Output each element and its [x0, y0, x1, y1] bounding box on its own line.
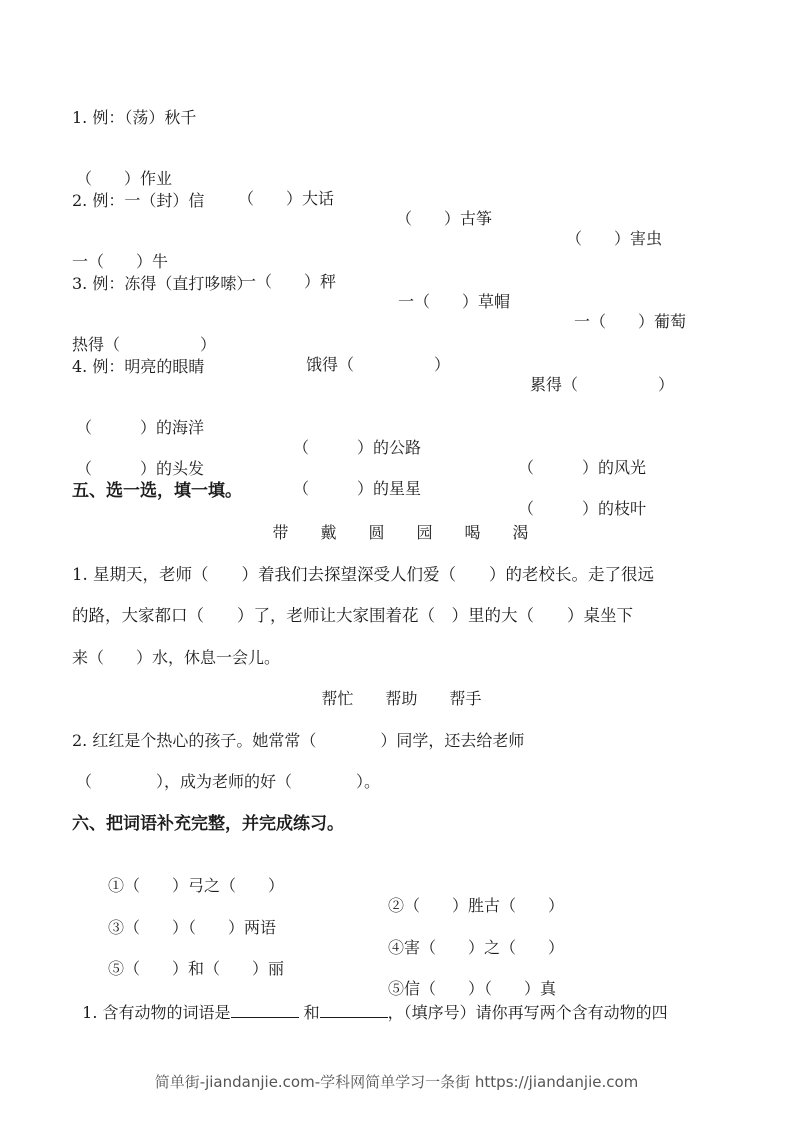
section5-q1-line1: 1. 星期天，老师（ ）着我们去探望深受人们爱（ ）的老校长。走了很远: [72, 565, 654, 584]
idiom-5[interactable]: ⑤（ ）和（ ）丽: [108, 959, 285, 978]
answer-blank-2[interactable]: [320, 1001, 388, 1018]
q3-item-2[interactable]: 饿得（ ）: [306, 355, 451, 374]
q2-example: 2. 例：一（封）信: [72, 191, 205, 210]
q1-item-4[interactable]: （ ）害虫: [566, 229, 663, 248]
q1-item-3[interactable]: （ ）古筝: [396, 209, 493, 228]
q4-item-1[interactable]: （ ）的海洋: [76, 418, 205, 437]
q1-item-1[interactable]: （ ）作业: [76, 169, 173, 188]
section5-q1-line3: 来（ ）水，休息一会儿。: [72, 648, 281, 667]
section6-q1-mid: 和: [298, 1003, 320, 1022]
idiom-3[interactable]: ③（ ）（ ）两语: [108, 918, 277, 937]
q4-item-2[interactable]: （ ）的公路: [293, 438, 422, 457]
section6-q1-suffix: ，（填序号）请你再写两个含有动物的四: [387, 1003, 668, 1022]
answer-blank-1[interactable]: [231, 1001, 299, 1018]
q4-item-6[interactable]: （ ）的枝叶: [518, 499, 647, 518]
section5-q2-line2: （ ），成为老师的好（ ）。: [76, 772, 381, 791]
section6-title: 六、把词语补充完整，并完成练习。: [72, 814, 344, 834]
q3-item-1[interactable]: 热得（ ）: [72, 335, 217, 354]
section5-choices-1: 带 戴 圆 园 喝 渴: [272, 523, 529, 542]
q2-item-2[interactable]: 一（ ）秤: [240, 272, 337, 291]
q4-item-3[interactable]: （ ）的风光: [518, 458, 647, 477]
q1-example: 1. 例：（荡）秋千: [72, 108, 197, 127]
section6-q1-prefix: 1. 含有动物的词语是: [82, 1003, 231, 1022]
q4-item-4[interactable]: （ ）的头发: [76, 459, 205, 478]
q4-item-5[interactable]: （ ）的星星: [293, 479, 422, 498]
section6-q1: [72, 981, 668, 1023]
section5-title: 五、选一选，填一填。: [72, 481, 242, 501]
footer-watermark: 简单街-jiandanjie.com-学科网简单学习一条街 https://jiandanjie.com: [154, 1073, 639, 1091]
idiom-2[interactable]: ②（ ）胜古（ ）: [388, 896, 565, 915]
idiom-4[interactable]: ④害（ ）之（ ）: [388, 938, 565, 957]
section5-choices-2: 帮忙 帮助 帮手: [321, 689, 482, 708]
q3-example: 3. 例：冻得（直打哆嗦）: [72, 274, 253, 293]
q3-items-row: [0, 315, 793, 395]
section5-q2-line1: 2. 红红是个热心的孩子。她常常（ ）同学，还去给老师: [72, 731, 525, 750]
q4-example: 4. 例：明亮的眼睛: [72, 357, 205, 376]
q2-item-1[interactable]: 一（ ）牛: [72, 252, 169, 271]
idiom-1[interactable]: ①（ ）弓之（ ）: [108, 876, 285, 895]
q2-item-4[interactable]: 一（ ）葡萄: [574, 312, 687, 331]
q2-item-3[interactable]: 一（ ）草帽: [398, 292, 511, 311]
q4-row-2: [0, 439, 793, 519]
idiom-6[interactable]: ⑤信（ ）（ ）真: [388, 979, 557, 998]
q3-item-3[interactable]: 累得（ ）: [530, 375, 675, 394]
q1-item-2[interactable]: （ ）大话: [238, 189, 335, 208]
section5-q1-line2: 的路，大家都口（ ）了，老师让大家围着花（ ）里的大（ ）桌坐下: [72, 606, 633, 625]
